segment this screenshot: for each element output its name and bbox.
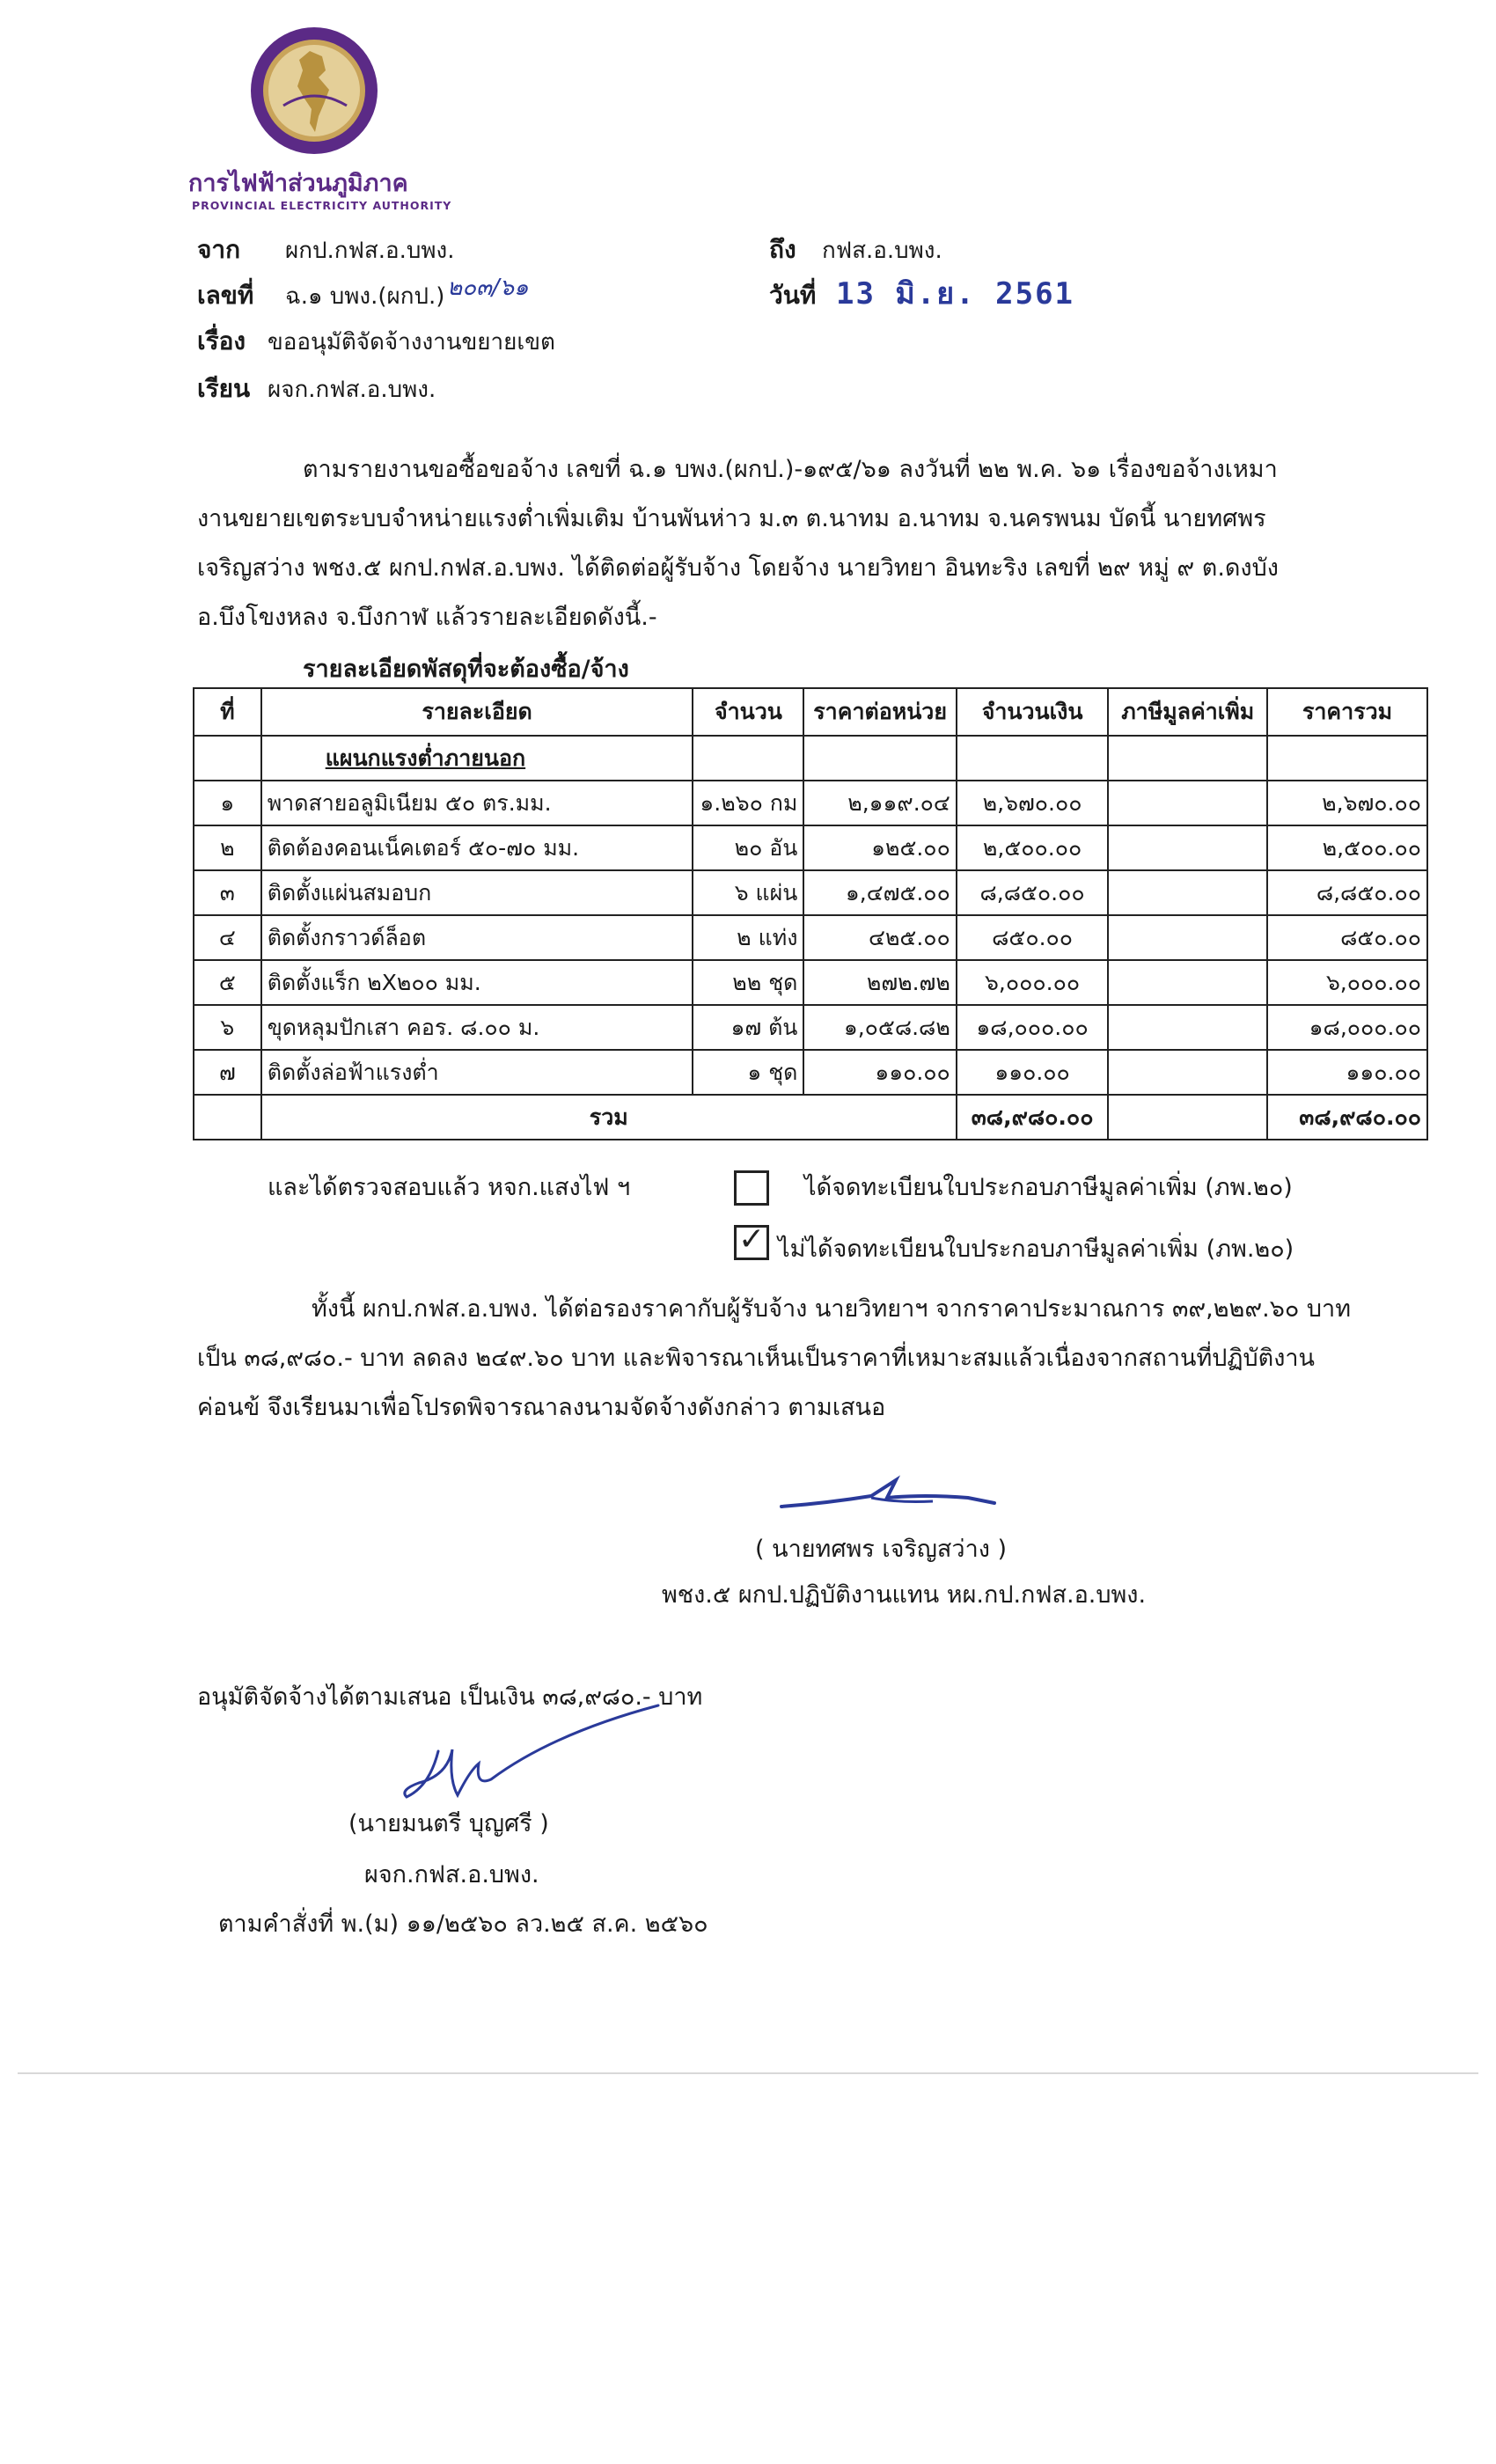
row-unit-price: ๒,๑๑๙.๐๔: [803, 781, 956, 825]
to-value: กฟส.อ.บพง.: [822, 238, 942, 264]
table-row: [194, 1005, 1427, 1050]
number-handwritten: ๒๐๓/๖๑: [447, 275, 529, 301]
row-total: ๒,๕๐๐.๐๐: [1267, 825, 1427, 870]
table-row: [194, 825, 1427, 870]
org-name-thai: การไฟฟ้าส่วนภูมิภาค: [188, 170, 408, 197]
pea-logo: [248, 25, 380, 157]
para1-line4: อ.บึงโขงหลง จ.บึงกาฬ แล้วรายละเอียดดังนี้.-: [197, 604, 657, 631]
row-total: ๒,๖๗๐.๐๐: [1267, 781, 1427, 825]
row-qty: ๑ ชุด: [693, 1050, 803, 1095]
subject-label: เรื่อง: [197, 326, 246, 356]
vat-check-intro: และได้ตรวจสอบแล้ว หจก.แสงไฟ ฯ: [268, 1174, 631, 1201]
row-amount: ๒,๖๗๐.๐๐: [957, 781, 1109, 825]
row-qty: ๑.๒๖๐ กม: [693, 781, 803, 825]
date-label: วันที่: [769, 281, 817, 310]
header-no: ที่: [194, 688, 261, 736]
row-qty: ๒๒ ชุด: [693, 960, 803, 1005]
row-vat: [1108, 960, 1267, 1005]
approver-position: ผจก.กฟส.อ.บพง.: [364, 1861, 539, 1888]
page-divider: [18, 2072, 1478, 2074]
signer1-position: พชง.๕ ผกป.ปฏิบัติงานแทน หผ.กป.กฟส.อ.บพง.: [662, 1581, 1147, 1609]
row-unit-price: ๑,๐๕๘.๘๒: [803, 1005, 956, 1050]
row-qty: ๖ แผ่น: [693, 870, 803, 915]
row-amount: ๑๘,๐๐๐.๐๐: [957, 1005, 1109, 1050]
row-desc: ติดตั้งแร็ก ๒X๒๐๐ มม.: [261, 960, 693, 1005]
header-desc: รายละเอียด: [261, 688, 693, 736]
para1-line2: งานขยายเขตระบบจำหน่ายแรงต่ำเพิ่มเติม บ้านพันห่าว ม.๓ ต.นาทม อ.นาทม จ.นครพนม บัดนี้ นายทศพร: [197, 505, 1266, 532]
row-no: ๗: [194, 1050, 261, 1095]
vat-registered-checkbox[interactable]: [734, 1170, 769, 1206]
row-unit-price: ๑๑๐.๐๐: [803, 1050, 956, 1095]
header-qty: จำนวน: [693, 688, 803, 736]
from-label: จาก: [197, 235, 241, 264]
row-unit-price: ๔๒๕.๐๐: [803, 915, 956, 960]
table-row: [194, 870, 1427, 915]
para2-line1: ทั้งนี้ ผกป.กฟส.อ.บพง. ได้ต่อรองราคากับผู้รับจ้าง นายวิทยาฯ จากราคาประมาณการ ๓๙,๒๒๙.๖๐ บาท: [312, 1295, 1352, 1323]
row-vat: [1108, 915, 1267, 960]
table-header-row: [194, 688, 1427, 736]
row-unit-price: ๒๗๒.๗๒: [803, 960, 956, 1005]
approver-name: (นายมนตรี บุญศรี ): [348, 1810, 549, 1837]
row-total: ๖,๐๐๐.๐๐: [1267, 960, 1427, 1005]
table-sum-row: [194, 1095, 1427, 1140]
row-amount: ๖,๐๐๐.๐๐: [957, 960, 1109, 1005]
row-amount: ๑๑๐.๐๐: [957, 1050, 1109, 1095]
row-amount: ๘,๘๕๐.๐๐: [957, 870, 1109, 915]
row-desc: ติดต้องคอนเน็คเตอร์ ๕๐-๗๐ มม.: [261, 825, 693, 870]
para1-line3: เจริญสว่าง พชง.๕ ผกป.กฟส.อ.บพง. ได้ติดต่อผู้รับจ้าง โดยจ้าง นายวิทยา อินทะริง เลขที่ ๒๙ หมู่ ๙ ต.ดงบัง: [197, 554, 1279, 582]
row-desc: ติดตั้งแผ่นสมอบก: [261, 870, 693, 915]
row-total: ๘,๘๕๐.๐๐: [1267, 870, 1427, 915]
row-vat: [1108, 870, 1267, 915]
row-no: ๔: [194, 915, 261, 960]
row-amount: ๒,๕๐๐.๐๐: [957, 825, 1109, 870]
row-desc: ติดตั้งกราวด์ล็อต: [261, 915, 693, 960]
org-name-english: PROVINCIAL ELECTRICITY AUTHORITY: [192, 199, 452, 212]
header-amount: จำนวนเงิน: [957, 688, 1109, 736]
sum-total: ๓๘,๙๘๐.๐๐: [1267, 1095, 1427, 1140]
row-no: ๒: [194, 825, 261, 870]
row-no: ๕: [194, 960, 261, 1005]
row-total: ๑๑๐.๐๐: [1267, 1050, 1427, 1095]
signature-montri: [394, 1698, 676, 1813]
row-unit-price: ๑๒๕.๐๐: [803, 825, 956, 870]
table-row: [194, 781, 1427, 825]
checkmark-icon: ✓: [738, 1221, 766, 1258]
row-total: ๘๕๐.๐๐: [1267, 915, 1427, 960]
row-unit-price: ๑,๔๗๕.๐๐: [803, 870, 956, 915]
approval-order: ตามคำสั่งที่ พ.(ม) ๑๑/๒๕๖๐ ลว.๒๕ ส.ค. ๒๕๖๐: [218, 1910, 708, 1938]
para2-line3: ค่อนข้ จึงเรียนมาเพื่อโปรดพิจารณาลงนามจัดจ้างดังกล่าว ตามเสนอ: [197, 1394, 886, 1421]
table-row: [194, 1050, 1427, 1095]
number-value: ฉ.๑ บพง.(ผกป.): [285, 283, 445, 310]
signature-tossaporn: [774, 1468, 1003, 1521]
table-section-row: [194, 736, 1427, 781]
subject-value: ขออนุมัติจัดจ้างงานขยายเขต: [268, 329, 555, 356]
para2-line2: เป็น ๓๘,๙๘๐.- บาท ลดลง ๒๔๙.๖๐ บาท และพิจารณาเห็นเป็นราคาที่เหมาะสมแล้วเนื่องจากสถานที่ปฏิบัติงาน: [197, 1345, 1316, 1372]
row-total: ๑๘,๐๐๐.๐๐: [1267, 1005, 1427, 1050]
row-qty: ๒๐ อัน: [693, 825, 803, 870]
sum-amount: ๓๘,๙๘๐.๐๐: [957, 1095, 1109, 1140]
row-vat: [1108, 781, 1267, 825]
header-vat: ภาษีมูลค่าเพิ่ม: [1108, 688, 1267, 736]
vat-not-registered-checkbox[interactable]: [734, 1221, 769, 1260]
row-no: ๖: [194, 1005, 261, 1050]
row-no: ๓: [194, 870, 261, 915]
to-label: ถึง: [769, 235, 796, 264]
header-total: ราคารวม: [1267, 688, 1427, 736]
row-amount: ๘๕๐.๐๐: [957, 915, 1109, 960]
items-table: [193, 687, 1428, 1140]
section-heading: แผนกแรงต่ำภายนอก: [261, 736, 693, 781]
number-label: เลขที่: [197, 281, 254, 310]
row-qty: ๑๗ ต้น: [693, 1005, 803, 1050]
table-row: [194, 915, 1427, 960]
row-vat: [1108, 1005, 1267, 1050]
from-value: ผกป.กฟส.อ.บพง.: [285, 238, 455, 264]
dear-value: ผจก.กฟส.อ.บพง.: [268, 377, 436, 403]
table-title: รายละเอียดพัสดุที่จะต้องซื้อ/จ้าง: [303, 656, 629, 683]
table-row: [194, 960, 1427, 1005]
row-vat: [1108, 1050, 1267, 1095]
approval-text: อนุมัติจัดจ้างได้ตามเสนอ เป็นเงิน ๓๘,๙๘๐.- บาท: [197, 1683, 703, 1711]
row-qty: ๒ แท่ง: [693, 915, 803, 960]
vat-registered-label: ได้จดทะเบียนใบประกอบภาษีมูลค่าเพิ่ม (ภพ.๒๐): [804, 1174, 1293, 1201]
row-no: ๑: [194, 781, 261, 825]
row-desc: ติดตั้งล่อฟ้าแรงต่ำ: [261, 1050, 693, 1095]
header-unit-price: ราคาต่อหน่วย: [803, 688, 956, 736]
dear-label: เรียน: [197, 374, 251, 403]
para1-line1: ตามรายงานขอซื้อขอจ้าง เลขที่ ฉ.๑ บพง.(ผกป.)-๑๙๕/๖๑ ลงวันที่ ๒๒ พ.ค. ๖๑ เรื่องขอจ้างเหมา: [303, 456, 1278, 483]
vat-not-registered-label: ไม่ได้จดทะเบียนใบประกอบภาษีมูลค่าเพิ่ม (ภพ.๒๐): [778, 1236, 1294, 1263]
row-desc: ขุดหลุมปักเสา คอร. ๘.๐๐ ม.: [261, 1005, 693, 1050]
row-vat: [1108, 825, 1267, 870]
date-stamp: 13 มิ.ย. 2561: [836, 276, 1075, 312]
signer1-name: ( นายทศพร เจริญสว่าง ): [755, 1536, 1008, 1563]
row-desc: พาดสายอลูมิเนียม ๕๐ ตร.มม.: [261, 781, 693, 825]
sum-label: รวม: [261, 1095, 957, 1140]
